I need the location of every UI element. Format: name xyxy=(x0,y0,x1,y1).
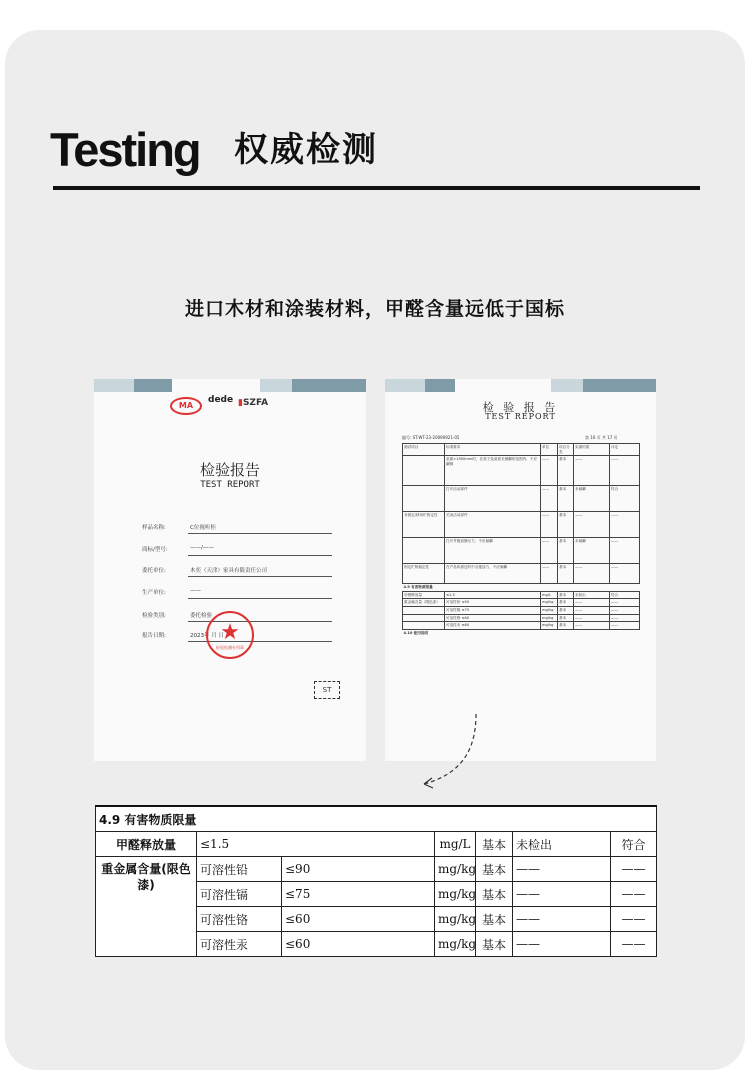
heading-chinese: 权威检测 xyxy=(234,130,378,170)
field-sample-name: 样品名称: C位视听柜 xyxy=(142,523,332,537)
table-row: 可溶性镉 ≤75 mg/kg 基本 —— —— xyxy=(403,606,640,614)
table-row-formaldehyde: 甲醛释放量 ≤1.5 mg/L 基本 未检出 符合 xyxy=(96,832,657,857)
table-row: 可溶性铬 ≤60 mg/kg 基本 —— —— xyxy=(403,614,640,622)
report-subtitle: TEST REPORT xyxy=(485,412,556,421)
cma-logo: MA xyxy=(170,397,202,415)
table-row-lead: 重金属含量(限色漆) 可溶性铅 ≤90 mg/kg 基本 —— —— xyxy=(96,857,657,882)
dede-logo: dede xyxy=(208,395,234,405)
szfa-logo: ▮SZFA xyxy=(238,398,269,408)
report-title: 检 验 报 告 xyxy=(482,401,559,414)
field-report-date: 报告日期: 2023年 月 日 xyxy=(142,631,332,645)
table-row: 可溶性汞 ≤60 mg/kg 基本 —— —— xyxy=(403,622,640,630)
table-row: 非固定/移动贮物定性 关闭活动部件 —— 基本 —— —— xyxy=(403,512,640,538)
report-number: 编号: ST-WT-23-20090921-05 xyxy=(402,435,460,440)
table-row: 打开活动部件 —— 基本 未倾翻 符合 xyxy=(403,486,640,512)
table-row: 固定贮物稳定性 在产品所靠近的中点施加力，不应倾翻 —— 基本 —— —— xyxy=(403,564,640,584)
heading-english: Testing xyxy=(50,123,200,176)
section-title: 4.9 有害物质限量 xyxy=(96,806,657,832)
section-header-row xyxy=(96,806,657,832)
page-number: 第 16 页 共 17 页 xyxy=(585,435,618,440)
red-seal-stamp xyxy=(206,611,254,659)
section-row: 4.10 使用说明 xyxy=(403,629,640,636)
subtitle: 进口木材和涂装材料，甲醛含量远低于国标 xyxy=(184,298,565,320)
report-detail-image xyxy=(385,379,656,761)
star-icon: ★ xyxy=(220,620,240,645)
table-row: 甲醛释放量 ≤1.5 mg/L 基本 未检出 符合 xyxy=(403,591,640,599)
table-row-chromium: 可溶性铬 ≤60 mg/kg 基本 —— —— xyxy=(96,907,657,932)
section-row: 4.9 有害物质限量 xyxy=(403,584,640,592)
field-client: 委托单位: 木奕（天津）家具有限责任公司 xyxy=(142,566,332,580)
seal-text: 检验检测专用章 xyxy=(216,645,244,650)
table-header-row: 测试项目 标准要求 单位 项目分类 实测结果 评定 xyxy=(403,444,640,456)
header-bars xyxy=(385,379,656,392)
field-test-type: 检验类别: 委托检验 xyxy=(142,611,332,625)
harmful-substance-table xyxy=(95,805,657,957)
table-row-mercury: 可溶性汞 ≤60 mg/kg 基本 —— —— xyxy=(96,932,657,957)
table-row: 桌面>1900mm时，在桌子及桌面长侧翻的范围内，不应翻倒 —— 基本 —— —— xyxy=(403,456,640,486)
report-subtitle: TEST REPORT xyxy=(200,480,260,490)
table-row-cadmium: 可溶性镉 ≤75 mg/kg 基本 —— —— xyxy=(96,882,657,907)
field-brand-model: 商标/型号: ——/—— xyxy=(142,545,332,559)
report-title: 检验报告 xyxy=(199,461,260,479)
report-cover-image xyxy=(94,379,366,761)
field-manufacturer: 生产单位: —— xyxy=(142,588,332,602)
table-row: 重金属含量（限色漆） 可溶性铅 ≤90 mg/kg 基本 —— —— xyxy=(403,599,640,607)
header-bars xyxy=(94,379,366,392)
table-row: 打开并施加静压力，不应倾翻 —— 基本 未倾翻 —— xyxy=(403,538,640,564)
certification-logos xyxy=(170,395,300,415)
st-logo: ST xyxy=(314,681,340,699)
heading-underline xyxy=(53,186,700,190)
report-test-table xyxy=(402,443,640,636)
zoom-arrow-icon xyxy=(410,712,490,792)
